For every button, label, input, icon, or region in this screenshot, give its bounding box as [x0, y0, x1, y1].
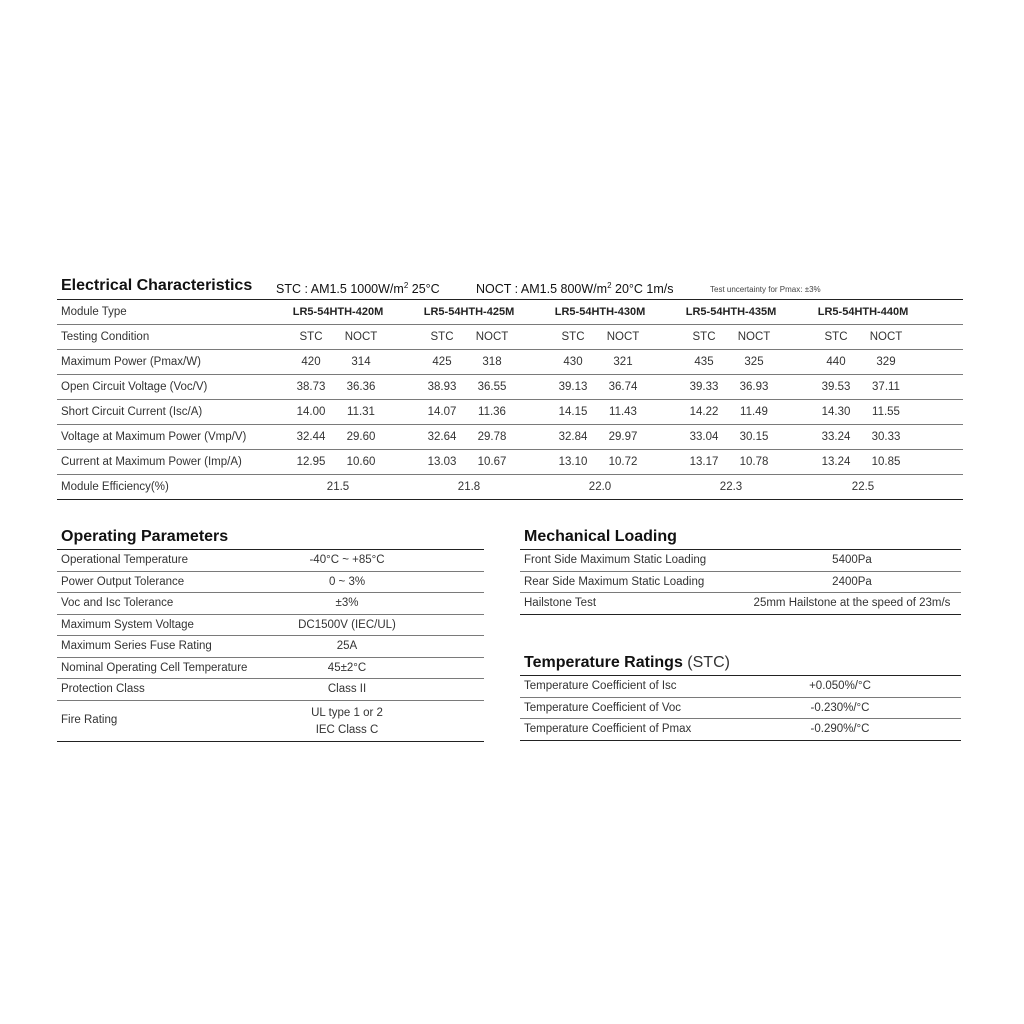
operating-param-row	[57, 658, 484, 680]
row-eff	[57, 475, 963, 500]
imp-noct-value: 10.60	[346, 456, 376, 468]
mechanical-loading-label: Front Side Maximum Static Loading	[524, 554, 707, 566]
operating-param-value: ±3%	[335, 597, 359, 609]
temperature-title	[520, 654, 961, 676]
vmp-stc-value: 32.44	[296, 431, 326, 443]
electrical-characteristics-table	[57, 277, 963, 500]
operating-param-value: Class II	[327, 683, 367, 695]
row-isc	[57, 400, 963, 425]
imp-noct-value: 10.67	[477, 456, 507, 468]
fire-rating-value	[247, 705, 447, 739]
row-label-isc: Short Circuit Current (Isc/A)	[61, 406, 203, 418]
fire-rating-label: Fire Rating	[61, 713, 118, 726]
temperature-coefficient-value: -0.290%/°C	[810, 723, 870, 735]
mechanical-loading-value: 25mm Hailstone at the speed of 23m/s	[753, 597, 951, 609]
operating-param-row	[57, 679, 484, 701]
mechanical-loading-value: 5400Pa	[832, 554, 872, 566]
vmp-noct-value: 30.15	[739, 431, 769, 443]
imp-noct-value: 10.85	[871, 456, 901, 468]
isc-stc-value: 14.15	[558, 406, 588, 418]
mechanical-loading-row	[520, 593, 961, 615]
vmp-stc-value: 33.04	[689, 431, 719, 443]
row-label-pmax: Maximum Power (Pmax/W)	[61, 356, 201, 368]
voc-noct-value: 36.93	[739, 381, 769, 393]
electrical-rows	[57, 300, 963, 500]
isc-noct-value: 11.49	[740, 406, 768, 418]
stc-condition	[276, 281, 440, 296]
mechanical-rows	[520, 550, 961, 615]
noct-condition	[476, 281, 673, 296]
voc-stc-value: 38.93	[427, 381, 457, 393]
row-module_type	[57, 300, 963, 325]
noct-condition-text: NOCT : AM1.5 800W/m	[476, 282, 608, 297]
efficiency-value: 21.8	[457, 481, 481, 493]
row-label-vmp: Voltage at Maximum Power (Vmp/V)	[61, 431, 247, 443]
electrical-title: Electrical Characteristics	[61, 277, 253, 294]
pmax-noct-value: 318	[482, 356, 502, 368]
temperature-coefficient-label: Temperature Coefficient of Pmax	[524, 723, 692, 735]
isc-stc-value: 14.07	[427, 406, 457, 418]
isc-noct-value: 11.55	[872, 406, 900, 418]
mechanical-loading-row	[520, 572, 961, 594]
efficiency-value: 22.3	[719, 481, 743, 493]
operating-param-row	[57, 572, 484, 594]
stc-label: STC	[692, 331, 716, 343]
temperature-ratings-table	[520, 654, 961, 741]
stc-label: STC	[561, 331, 585, 343]
temperature-coefficient-row	[520, 698, 961, 720]
row-label-voc: Open Circuit Voltage (Voc/V)	[61, 381, 208, 393]
voc-noct-value: 36.36	[346, 381, 376, 393]
operating-param-label: Operational Temperature	[61, 554, 188, 566]
efficiency-value: 21.5	[326, 481, 350, 493]
mechanical-loading-row	[520, 550, 961, 572]
voc-stc-value: 39.53	[821, 381, 851, 393]
model-name: LR5-54HTH-440M	[817, 306, 909, 318]
stc-label: STC	[299, 331, 323, 343]
mechanical-loading-label: Rear Side Maximum Static Loading	[524, 575, 705, 588]
model-name: LR5-54HTH-435M	[685, 306, 777, 318]
mechanical-title: Mechanical Loading	[520, 528, 961, 550]
temperature-coefficient-label: Temperature Coefficient of Isc	[524, 680, 677, 692]
isc-noct-value: 11.43	[609, 406, 637, 418]
noct-label: NOCT	[606, 331, 640, 343]
operating-title: Operating Parameters	[57, 528, 484, 550]
mechanical-loading-label: Hailstone Test	[524, 597, 597, 609]
imp-stc-value: 12.95	[296, 456, 326, 468]
row-label-module_type: Module Type	[61, 306, 127, 318]
vmp-stc-value: 32.84	[558, 431, 588, 443]
noct-label: NOCT	[869, 331, 903, 343]
operating-parameters-table	[57, 528, 484, 742]
pmax-stc-value: 425	[432, 356, 452, 368]
operating-param-label: Maximum Series Fuse Rating	[61, 640, 212, 652]
vmp-noct-value: 29.60	[346, 431, 376, 443]
isc-stc-value: 14.22	[689, 406, 719, 418]
voc-noct-value: 36.74	[608, 381, 638, 393]
row-pmax	[57, 350, 963, 375]
row-label-imp: Current at Maximum Power (Imp/A)	[61, 456, 242, 468]
stc-condition-text: STC : AM1.5 1000W/m	[276, 282, 404, 297]
temperature-title-suffix: (STC)	[682, 654, 730, 671]
mechanical-loading-table	[520, 528, 961, 615]
voc-stc-value: 39.33	[689, 381, 719, 393]
operating-param-value: 25A	[336, 640, 358, 652]
vmp-noct-value: 29.78	[477, 431, 507, 443]
row-imp	[57, 450, 963, 475]
noct-label: NOCT	[344, 331, 378, 343]
temperature-title-text: Temperature Ratings	[524, 654, 683, 671]
efficiency-value: 22.5	[851, 481, 875, 493]
stc-superscript: 2	[403, 281, 409, 290]
stc-label: STC	[430, 331, 454, 343]
voc-noct-value: 37.11	[872, 381, 900, 393]
noct-label: NOCT	[475, 331, 509, 343]
electrical-header	[57, 277, 963, 300]
model-name: LR5-54HTH-425M	[423, 306, 515, 318]
imp-stc-value: 13.17	[689, 456, 719, 468]
voc-stc-value: 38.73	[296, 381, 326, 393]
operating-param-row	[57, 550, 484, 572]
isc-noct-value: 11.36	[478, 406, 506, 418]
row-label-eff: Module Efficiency(%)	[61, 481, 169, 493]
model-name: LR5-54HTH-420M	[292, 306, 384, 318]
noct-superscript: 2	[607, 281, 612, 290]
pmax-stc-value: 440	[826, 356, 846, 368]
mechanical-loading-value: 2400Pa	[832, 575, 872, 588]
noct-condition-tail: 20°C 1m/s	[611, 282, 674, 297]
pmax-noct-value: 329	[876, 356, 896, 368]
row-testing_condition	[57, 325, 963, 350]
operating-param-value: 0 ~ 3%	[328, 575, 366, 588]
vmp-noct-value: 30.33	[871, 431, 901, 443]
noct-label: NOCT	[737, 331, 771, 343]
operating-param-label: Voc and Isc Tolerance	[61, 597, 174, 609]
pmax-noct-value: 325	[744, 356, 764, 368]
pmax-stc-value: 435	[694, 356, 714, 368]
uncertainty-note: Test uncertainty for Pmax: ±3%	[710, 285, 821, 294]
voc-noct-value: 36.55	[477, 381, 507, 393]
pmax-noct-value: 321	[613, 356, 633, 368]
fire-rating-row	[57, 701, 484, 742]
operating-param-value: -40°C ~ +85°C	[309, 554, 385, 566]
operating-param-row	[57, 615, 484, 637]
temperature-rows	[520, 676, 961, 741]
row-vmp	[57, 425, 963, 450]
pmax-noct-value: 314	[351, 356, 371, 368]
imp-noct-value: 10.72	[608, 456, 638, 468]
imp-stc-value: 13.10	[558, 456, 588, 468]
pmax-stc-value: 430	[563, 356, 583, 368]
pmax-stc-value: 420	[301, 356, 321, 368]
operating-param-label: Power Output Tolerance	[61, 575, 185, 588]
row-label-testing_condition: Testing Condition	[61, 331, 150, 343]
imp-stc-value: 13.24	[821, 456, 851, 468]
operating-param-value: 45±2°C	[327, 661, 367, 674]
operating-param-label: Maximum System Voltage	[61, 618, 194, 631]
imp-noct-value: 10.78	[739, 456, 769, 468]
vmp-noct-value: 29.97	[608, 431, 638, 443]
model-name: LR5-54HTH-430M	[554, 306, 646, 318]
efficiency-value: 22.0	[588, 481, 612, 493]
row-voc	[57, 375, 963, 400]
vmp-stc-value: 33.24	[821, 431, 851, 443]
stc-label: STC	[824, 331, 848, 343]
operating-param-label: Nominal Operating Cell Temperature	[61, 661, 248, 674]
isc-stc-value: 14.00	[296, 406, 326, 418]
temperature-coefficient-row	[520, 676, 961, 698]
operating-param-row	[57, 636, 484, 658]
isc-noct-value: 11.31	[347, 406, 375, 418]
fire-rating-line2: IEC Class C	[315, 723, 379, 736]
operating-param-value: DC1500V (IEC/UL)	[298, 618, 396, 631]
operating-param-row	[57, 593, 484, 615]
operating-param-label: Protection Class	[61, 683, 145, 695]
operating-rows	[57, 550, 484, 701]
isc-stc-value: 14.30	[821, 406, 851, 418]
temperature-coefficient-value: -0.230%/°C	[810, 701, 870, 714]
fire-rating-line1: UL type 1 or 2	[311, 706, 383, 719]
voc-stc-value: 39.13	[558, 381, 588, 393]
temperature-coefficient-value: +0.050%/°C	[809, 680, 871, 692]
temperature-coefficient-label: Temperature Coefficient of Voc	[524, 701, 682, 714]
temperature-coefficient-row	[520, 719, 961, 741]
vmp-stc-value: 32.64	[427, 431, 457, 443]
imp-stc-value: 13.03	[427, 456, 457, 468]
stc-condition-tail: 25°C	[408, 282, 440, 297]
